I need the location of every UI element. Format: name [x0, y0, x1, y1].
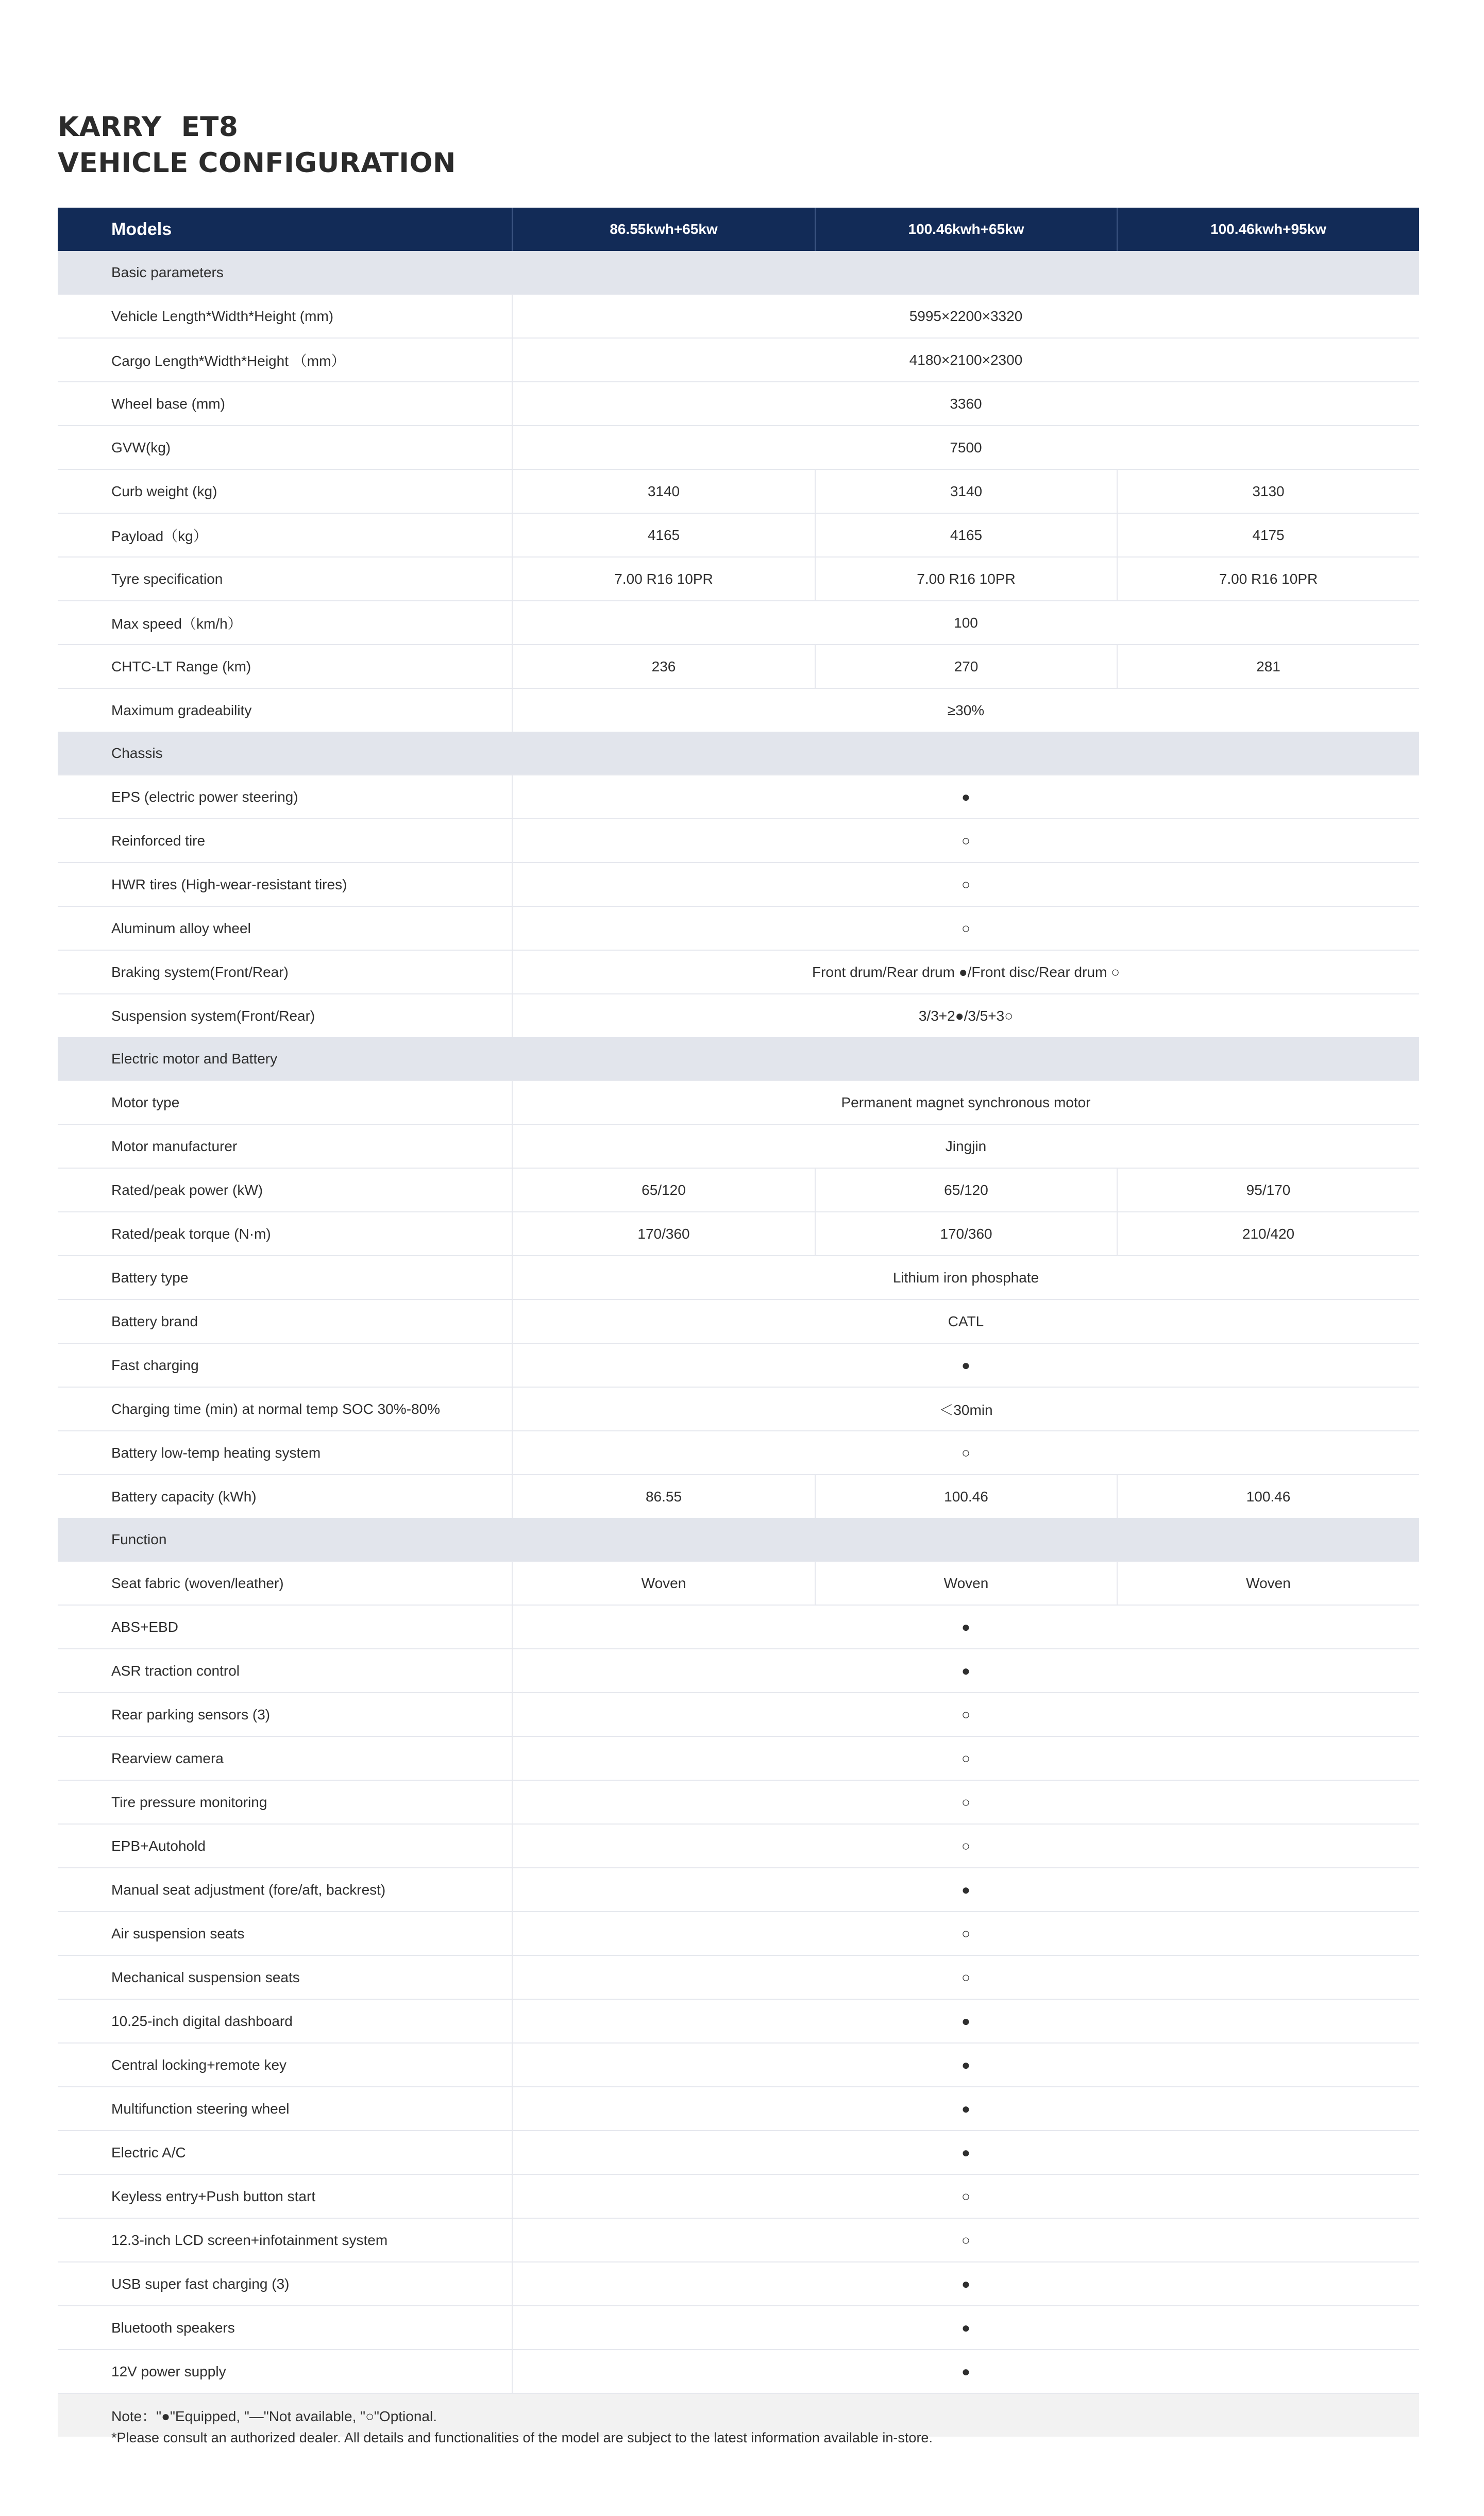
value-cell: 3140	[512, 469, 815, 513]
parameter-label: Rearview camera	[58, 1736, 512, 1780]
value-cell: 100	[512, 601, 1419, 645]
value-cell: ＜30min	[512, 1387, 1419, 1431]
models-header: Models	[58, 208, 512, 251]
parameter-label: Manual seat adjustment (fore/aft, backrest)	[58, 1868, 512, 1912]
table-row	[58, 1387, 1419, 1431]
parameter-label: Max speed（km/h）	[58, 601, 512, 645]
parameter-label: Motor manufacturer	[58, 1124, 512, 1168]
parameter-label: Cargo Length*Width*Height （mm）	[58, 338, 512, 382]
value-cell: 7.00 R16 10PR	[815, 557, 1117, 601]
parameter-label: Wheel base (mm)	[58, 382, 512, 426]
table-row	[58, 688, 1419, 732]
value-cell: ○	[512, 1780, 1419, 1824]
parameter-label: EPB+Autohold	[58, 1824, 512, 1868]
table-row	[58, 645, 1419, 688]
value-cell: ○	[512, 1824, 1419, 1868]
table-row	[58, 1736, 1419, 1780]
parameter-label: Rear parking sensors (3)	[58, 1693, 512, 1736]
parameter-label: 10.25-inch digital dashboard	[58, 1999, 512, 2043]
parameter-label: CHTC-LT Range (km)	[58, 645, 512, 688]
table-row	[58, 1912, 1419, 1955]
table-row	[58, 1561, 1419, 1605]
section-row	[58, 251, 1419, 294]
parameter-label: EPS (electric power steering)	[58, 775, 512, 819]
value-cell: ○	[512, 1736, 1419, 1780]
parameter-label: Curb weight (kg)	[58, 469, 512, 513]
parameter-label: Mechanical suspension seats	[58, 1955, 512, 1999]
parameter-label: ASR traction control	[58, 1649, 512, 1693]
legend-note: Note："●"Equipped, "—"Not available, "○"Optional.	[58, 2393, 1419, 2437]
value-cell: Woven	[1117, 1561, 1419, 1605]
disclaimer: *Please consult an authorized dealer. All details and functionalities of the model are subject to the latest information available in-store.	[111, 2430, 933, 2445]
table-row	[58, 1999, 1419, 2043]
parameter-label: Motor type	[58, 1080, 512, 1124]
parameter-label: Aluminum alloy wheel	[58, 906, 512, 950]
table-row	[58, 1693, 1419, 1736]
table-row	[58, 1649, 1419, 1693]
table-row	[58, 601, 1419, 645]
section-title: Chassis	[58, 732, 1419, 775]
table-header-row	[58, 208, 1419, 251]
value-cell: Jingjin	[512, 1124, 1419, 1168]
table-row	[58, 1080, 1419, 1124]
section-row	[58, 1518, 1419, 1561]
value-cell: ●	[512, 2043, 1419, 2087]
table-row	[58, 426, 1419, 469]
parameter-label: ABS+EBD	[58, 1605, 512, 1649]
value-cell: 86.55	[512, 1475, 815, 1518]
table-row	[58, 2218, 1419, 2262]
parameter-label: 12V power supply	[58, 2350, 512, 2393]
parameter-label: Air suspension seats	[58, 1912, 512, 1955]
value-cell: ●	[512, 2131, 1419, 2174]
section-row	[58, 1037, 1419, 1080]
value-cell: 5995×2200×3320	[512, 294, 1419, 338]
table-row	[58, 906, 1419, 950]
parameter-label: Reinforced tire	[58, 819, 512, 863]
value-cell: Woven	[512, 1561, 815, 1605]
table-row	[58, 994, 1419, 1037]
table-row	[58, 1605, 1419, 1649]
value-cell: 4175	[1117, 513, 1419, 557]
value-cell: Front drum/Rear drum ●/Front disc/Rear drum ○	[512, 950, 1419, 994]
value-cell: 281	[1117, 645, 1419, 688]
table-row	[58, 2306, 1419, 2350]
parameter-label: Multifunction steering wheel	[58, 2087, 512, 2131]
value-cell: 4165	[512, 513, 815, 557]
value-cell: 4165	[815, 513, 1117, 557]
value-cell: 7.00 R16 10PR	[512, 557, 815, 601]
table-row	[58, 469, 1419, 513]
parameter-label: Rated/peak torque (N·m)	[58, 1212, 512, 1256]
parameter-label: Battery type	[58, 1256, 512, 1299]
table-row	[58, 1868, 1419, 1912]
value-cell: ○	[512, 2218, 1419, 2262]
parameter-label: GVW(kg)	[58, 426, 512, 469]
section-title: Basic parameters	[58, 251, 1419, 294]
table-row	[58, 863, 1419, 906]
configuration-table	[58, 208, 1419, 2437]
table-row	[58, 1343, 1419, 1387]
section-title: Function	[58, 1518, 1419, 1561]
table-row	[58, 1824, 1419, 1868]
value-cell: 270	[815, 645, 1117, 688]
table-row	[58, 2131, 1419, 2174]
model-header-2: 100.46kwh+65kw	[815, 208, 1117, 251]
parameter-label: Electric A/C	[58, 2131, 512, 2174]
value-cell: ●	[512, 1343, 1419, 1387]
value-cell: ●	[512, 2087, 1419, 2131]
parameter-label: Payload（kg）	[58, 513, 512, 557]
value-cell: ●	[512, 2262, 1419, 2306]
parameter-label: Battery capacity (kWh)	[58, 1475, 512, 1518]
table-row	[58, 950, 1419, 994]
parameter-label: Rated/peak power (kW)	[58, 1168, 512, 1212]
value-cell: 3140	[815, 469, 1117, 513]
value-cell: 100.46	[815, 1475, 1117, 1518]
table-row	[58, 1168, 1419, 1212]
value-cell: ●	[512, 1649, 1419, 1693]
parameter-label: Battery low-temp heating system	[58, 1431, 512, 1475]
parameter-label: Keyless entry+Push button start	[58, 2174, 512, 2218]
parameter-label: Bluetooth speakers	[58, 2306, 512, 2350]
table-row	[58, 2174, 1419, 2218]
value-cell: 170/360	[512, 1212, 815, 1256]
value-cell: 65/120	[815, 1168, 1117, 1212]
table-row	[58, 1431, 1419, 1475]
value-cell: ●	[512, 1605, 1419, 1649]
table-row	[58, 2350, 1419, 2393]
parameter-label: Maximum gradeability	[58, 688, 512, 732]
table-row	[58, 1124, 1419, 1168]
value-cell: 4180×2100×2300	[512, 338, 1419, 382]
value-cell: Permanent magnet synchronous motor	[512, 1080, 1419, 1124]
value-cell: ●	[512, 1999, 1419, 2043]
value-cell: ○	[512, 1955, 1419, 1999]
value-cell: ○	[512, 1431, 1419, 1475]
table-row	[58, 1212, 1419, 1256]
table-row	[58, 2087, 1419, 2131]
table-row	[58, 1780, 1419, 1824]
table-row	[58, 1256, 1419, 1299]
value-cell: 100.46	[1117, 1475, 1419, 1518]
table-row	[58, 557, 1419, 601]
model-header-1: 86.55kwh+65kw	[512, 208, 815, 251]
model-header-3: 100.46kwh+95kw	[1117, 208, 1419, 251]
value-cell: ○	[512, 1912, 1419, 1955]
value-cell: ○	[512, 906, 1419, 950]
table-row	[58, 294, 1419, 338]
value-cell: ≥30%	[512, 688, 1419, 732]
parameter-label: Fast charging	[58, 1343, 512, 1387]
parameter-label: Tyre specification	[58, 557, 512, 601]
table-row	[58, 2262, 1419, 2306]
parameter-label: Battery brand	[58, 1299, 512, 1343]
title-line-2: VEHICLE CONFIGURATION	[58, 147, 456, 179]
value-cell: 3130	[1117, 469, 1419, 513]
table-row	[58, 775, 1419, 819]
value-cell: ●	[512, 2306, 1419, 2350]
table-row	[58, 1475, 1419, 1518]
title-line-1: KARRY ET8	[58, 111, 239, 143]
parameter-label: USB super fast charging (3)	[58, 2262, 512, 2306]
parameter-label: Vehicle Length*Width*Height (mm)	[58, 294, 512, 338]
table-row	[58, 1955, 1419, 1999]
table-row	[58, 338, 1419, 382]
parameter-label: Charging time (min) at normal temp SOC 30%-80%	[58, 1387, 512, 1431]
parameter-label: Seat fabric (woven/leather)	[58, 1561, 512, 1605]
table-row	[58, 382, 1419, 426]
value-cell: 65/120	[512, 1168, 815, 1212]
value-cell: Lithium iron phosphate	[512, 1256, 1419, 1299]
value-cell: 236	[512, 645, 815, 688]
value-cell: ●	[512, 2350, 1419, 2393]
parameter-label: 12.3-inch LCD screen+infotainment system	[58, 2218, 512, 2262]
section-row	[58, 732, 1419, 775]
parameter-label: Central locking+remote key	[58, 2043, 512, 2087]
value-cell: 7.00 R16 10PR	[1117, 557, 1419, 601]
table-row	[58, 1299, 1419, 1343]
section-title: Electric motor and Battery	[58, 1037, 1419, 1080]
value-cell: ○	[512, 2174, 1419, 2218]
value-cell: ○	[512, 1693, 1419, 1736]
value-cell: 210/420	[1117, 1212, 1419, 1256]
value-cell: ○	[512, 863, 1419, 906]
table-row	[58, 819, 1419, 863]
value-cell: ●	[512, 775, 1419, 819]
parameter-label: Braking system(Front/Rear)	[58, 950, 512, 994]
value-cell: ○	[512, 819, 1419, 863]
parameter-label: Suspension system(Front/Rear)	[58, 994, 512, 1037]
value-cell: 3/3+2●/3/5+3○	[512, 994, 1419, 1037]
value-cell: CATL	[512, 1299, 1419, 1343]
table-row	[58, 513, 1419, 557]
page-title	[58, 109, 456, 181]
table-row	[58, 2043, 1419, 2087]
value-cell: 170/360	[815, 1212, 1117, 1256]
value-cell: 95/170	[1117, 1168, 1419, 1212]
parameter-label: HWR tires (High-wear-resistant tires)	[58, 863, 512, 906]
value-cell: ●	[512, 1868, 1419, 1912]
value-cell: 7500	[512, 426, 1419, 469]
value-cell: 3360	[512, 382, 1419, 426]
value-cell: Woven	[815, 1561, 1117, 1605]
parameter-label: Tire pressure monitoring	[58, 1780, 512, 1824]
